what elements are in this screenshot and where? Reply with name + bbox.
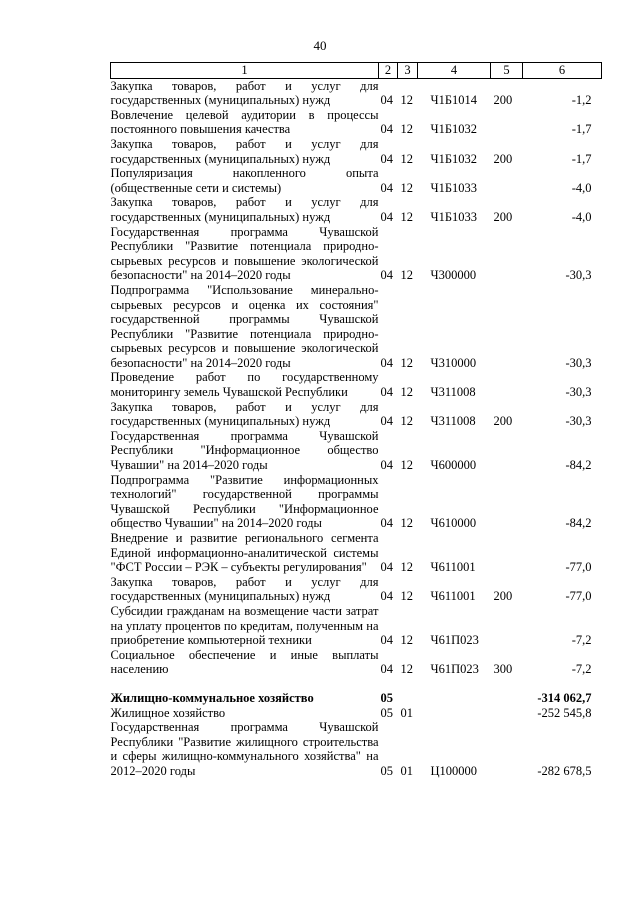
row-section: 04 (380, 385, 393, 400)
table-row (111, 283, 602, 371)
row-name: Подпрограмма "Развитие информационных технологий" государственной программы Чувашской Республики "Информационное общество Чувашии" на 2014–2020 годы (110, 472, 379, 531)
row-target-code: Ч311008 (430, 385, 476, 400)
row-amount: -30,3 (565, 355, 592, 370)
row-subsection: 12 (400, 122, 413, 137)
row-subsection: 01 (400, 705, 413, 720)
row-target-code: Ч61П023 (430, 633, 479, 648)
row-amount: -77,0 (565, 589, 592, 604)
row-amount: -30,3 (565, 414, 592, 429)
row-expense-type (491, 225, 523, 283)
row-target-code: Ч311008 (430, 414, 476, 429)
header-col-6: 6 (523, 63, 602, 79)
row-amount: -1,7 (571, 122, 592, 137)
row-expense-type (491, 604, 523, 648)
row-target-code: Ч610000 (430, 516, 477, 531)
row-amount: -84,2 (565, 458, 592, 473)
row-expense-type (491, 166, 523, 195)
row-target-code: Ч1Б1033 (430, 209, 478, 224)
row-subsection: 12 (400, 516, 413, 531)
row-expense-type (491, 108, 523, 137)
row-target-code: Ч611001 (430, 560, 476, 575)
row-section: 05 (380, 705, 393, 720)
row-name: Жилищное хозяйство (110, 705, 226, 720)
table-body (111, 78, 602, 778)
table-row (111, 78, 602, 108)
row-amount: -7,2 (571, 633, 592, 648)
row-amount: -30,3 (565, 268, 592, 283)
header-col-2: 2 (379, 63, 398, 79)
row-expense-type: 200 (493, 414, 513, 429)
row-section: 04 (380, 414, 393, 429)
header-col-5: 5 (491, 63, 523, 79)
row-target-code: Ч61П023 (430, 662, 479, 677)
row-name: Закупка товаров, работ и услуг для государственных (муниципальных) нужд (110, 78, 379, 108)
row-subsection: 01 (400, 763, 413, 778)
row-name: Закупка товаров, работ и услуг для государственных (муниципальных) нужд (110, 399, 379, 429)
row-expense-type (491, 473, 523, 531)
spacer-cell (111, 677, 602, 691)
header-row (111, 63, 602, 79)
table-row (111, 137, 602, 166)
header-col-3: 3 (398, 63, 418, 79)
row-expense-type: 200 (493, 209, 513, 224)
row-target-code (418, 706, 491, 721)
row-name: Закупка товаров, работ и услуг для государственных (муниципальных) нужд (110, 136, 379, 166)
row-expense-type: 200 (493, 151, 513, 166)
row-amount: -4,0 (571, 180, 592, 195)
row-expense-type (491, 720, 523, 778)
row-name: Подпрограмма "Использование минерально-сырьевых ресурсов и оценка их состояния" государственной программы Чувашской Республики "Развитие потенциала природно-сырьевых ресурсов и повышение экологической безопасности" на 2014–2020 годы (110, 282, 379, 370)
row-amount: -30,3 (565, 385, 592, 400)
row-target-code: Ч300000 (430, 268, 477, 283)
row-subsection: 12 (400, 633, 413, 648)
row-subsection: 12 (400, 414, 413, 429)
row-name: Закупка товаров, работ и услуг для государственных (муниципальных) нужд (110, 195, 379, 224)
row-name: Социальное обеспечение и иные выплаты населению (110, 647, 379, 677)
row-subsection: 12 (400, 93, 413, 108)
row-amount: -1,2 (571, 93, 592, 108)
row-section: 04 (380, 122, 393, 137)
row-subsection: 12 (400, 209, 413, 224)
budget-table (110, 62, 602, 779)
row-subsection: 12 (400, 560, 413, 575)
row-subsection: 12 (400, 180, 413, 195)
row-section: 04 (380, 209, 393, 224)
row-subsection: 12 (400, 385, 413, 400)
row-expense-type: 300 (493, 662, 513, 677)
row-subsection: 12 (400, 151, 413, 166)
row-amount: -314 062,7 (537, 690, 592, 705)
row-name: Вовлечение целевой аудитории в процессы постоянного повышения качества (110, 107, 379, 137)
row-section: 04 (380, 458, 393, 473)
table-row (111, 195, 602, 224)
row-name: Внедрение и развитие регионального сегмента Единой информационно-аналитической системы "ФСТ России – РЭК – субъекты регулирования" (110, 531, 379, 575)
table-row (111, 429, 602, 473)
row-subsection (398, 691, 418, 706)
row-target-code: Ч310000 (430, 355, 477, 370)
row-amount: -4,0 (571, 209, 592, 224)
row-name: Проведение работ по государственному мониторингу земель Чувашской Республики (110, 370, 379, 400)
row-expense-type (491, 531, 523, 575)
row-expense-type: 200 (493, 93, 513, 108)
row-section: 05 (380, 690, 393, 705)
row-subsection: 12 (400, 355, 413, 370)
table-row (111, 225, 602, 283)
row-name: Государственная программа Чувашской Республики "Развитие потенциала природно-сырьевых ресурсов и повышение экологической безопасности" на 2014–2020 годы (110, 224, 379, 283)
row-expense-type (491, 370, 523, 399)
table-row (111, 400, 602, 429)
row-target-code: Ч611001 (430, 589, 476, 604)
row-target-code: Ч1Б1032 (430, 151, 478, 166)
row-amount: -77,0 (565, 560, 592, 575)
row-target-code: Ц100000 (430, 763, 478, 778)
spacer-row (111, 677, 602, 691)
row-subsection: 12 (400, 268, 413, 283)
header-col-1: 1 (111, 63, 379, 79)
row-section: 04 (380, 93, 393, 108)
row-section: 04 (380, 180, 393, 195)
row-target-code: Ч600000 (430, 458, 477, 473)
table-row (111, 473, 602, 531)
row-subsection: 12 (400, 662, 413, 677)
row-expense-type: 200 (493, 589, 513, 604)
row-expense-type (491, 283, 523, 371)
row-expense-type (491, 706, 523, 721)
table-row (111, 691, 602, 706)
row-expense-type (491, 691, 523, 706)
page-number: 40 (313, 38, 327, 53)
row-subsection: 12 (400, 458, 413, 473)
row-name: Жилищно-коммунальное хозяйство (110, 690, 314, 705)
row-subsection: 12 (400, 589, 413, 604)
row-target-code: Ч1Б1033 (430, 180, 478, 195)
row-name: Субсидии гражданам на возмещение части затрат на уплату процентов по кредитам, полученным на приобретение компьютерной техники (110, 603, 379, 648)
table-row (111, 370, 602, 399)
row-section: 04 (380, 268, 393, 283)
row-amount: -282 678,5 (537, 763, 592, 778)
row-amount: -84,2 (565, 516, 592, 531)
table-row (111, 166, 602, 195)
row-target-code: Ч1Б1014 (430, 93, 478, 108)
table-row (111, 648, 602, 677)
row-section: 05 (380, 763, 393, 778)
table-row (111, 108, 602, 137)
row-amount: -252 545,8 (537, 705, 592, 720)
header-col-4: 4 (418, 63, 491, 79)
table-row (111, 706, 602, 721)
row-amount: -7,2 (571, 662, 592, 677)
table-row (111, 575, 602, 604)
row-section: 04 (380, 516, 393, 531)
row-section: 04 (380, 151, 393, 166)
row-target-code: Ч1Б1032 (430, 122, 478, 137)
row-name: Государственная программа Чувашской Республики "Развитие жилищного строительства и сферы жилищно-коммунального хозяйства" на 2012–2020 годы (110, 720, 379, 778)
row-section: 04 (380, 662, 393, 677)
table-row (111, 720, 602, 778)
row-name: Государственная программа Чувашской Республики "Информационное общество Чувашии" на 2014–2020 годы (110, 428, 379, 473)
table-row (111, 531, 602, 575)
row-target-code (418, 691, 491, 706)
row-expense-type (491, 429, 523, 473)
row-section: 04 (380, 633, 393, 648)
table-row (111, 604, 602, 648)
row-section: 04 (380, 355, 393, 370)
row-section: 04 (380, 589, 393, 604)
row-section: 04 (380, 560, 393, 575)
row-name: Популяризация накопленного опыта (общественные сети и системы) (110, 166, 379, 195)
row-name: Закупка товаров, работ и услуг для государственных (муниципальных) нужд (110, 574, 379, 604)
row-amount: -1,7 (571, 151, 592, 166)
